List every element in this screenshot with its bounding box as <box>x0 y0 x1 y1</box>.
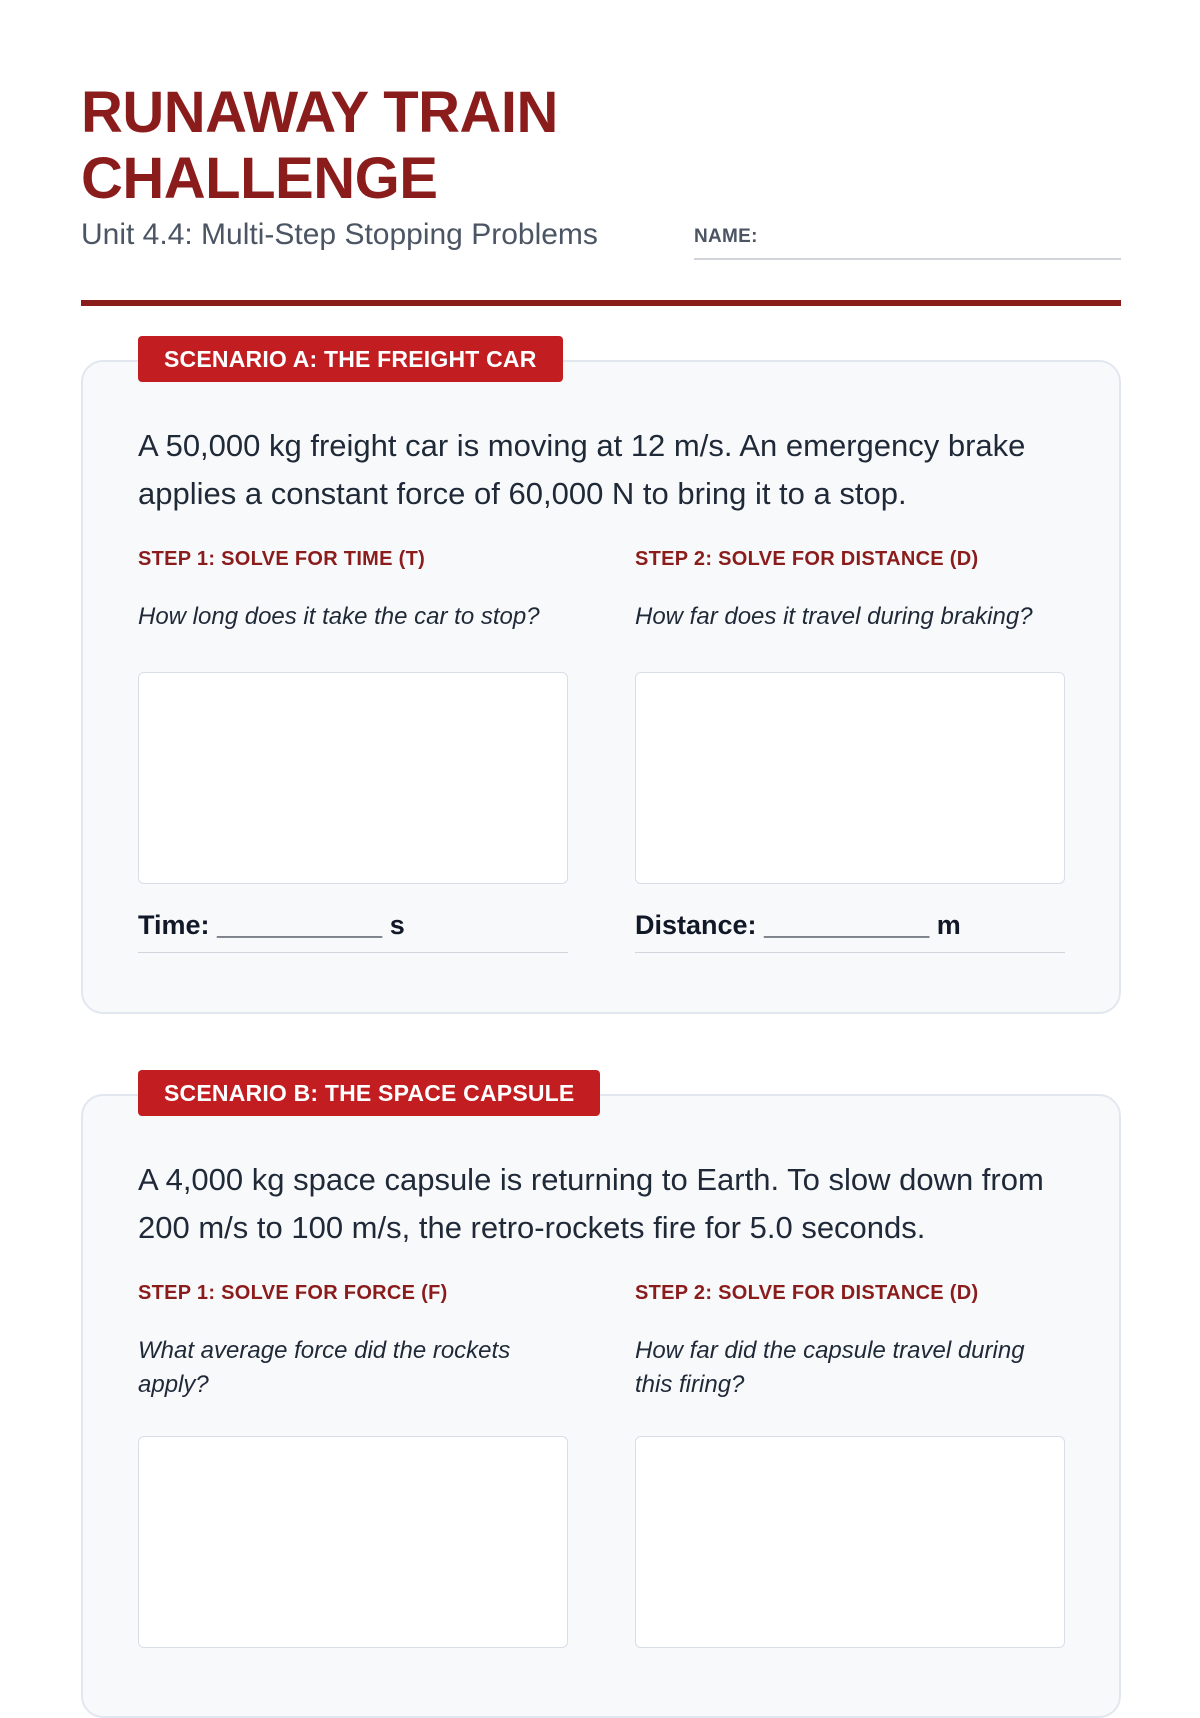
scenario-a-time-answer[interactable]: Time: ___________ s <box>138 910 568 953</box>
scenario-b-step-1-work-area[interactable] <box>138 1436 568 1648</box>
scenario-b-step-2-work-area[interactable] <box>635 1436 1065 1648</box>
name-label: NAME: <box>694 226 758 247</box>
step-label: STEP 1: SOLVE FOR FORCE (F) <box>138 1282 448 1304</box>
scenario-b-step-2-question-wrap <box>635 1334 1045 1402</box>
scenario-a-step-1-question-wrap <box>138 600 568 634</box>
step-label: STEP 1: SOLVE FOR TIME (T) <box>138 548 426 570</box>
scenario-a-step-2-work-area[interactable] <box>635 672 1065 884</box>
step-label: STEP 2: SOLVE FOR DISTANCE (D) <box>635 548 979 570</box>
scenario-a-step-2-question-wrap <box>635 600 1065 634</box>
scenario-b-step-1 <box>138 1282 568 1305</box>
scenario-a-step-2 <box>635 548 1065 571</box>
step-question: How far does it travel during braking? <box>635 603 1033 630</box>
page-subtitle: Unit 4.4: Multi-Step Stopping Problems <box>81 218 598 251</box>
scenario-a-problem: A 50,000 kg freight car is moving at 12 m/s. An emergency brake applies a constant force of 60,000 N to bring it to a stop. <box>138 428 1026 511</box>
scenario-a-distance-answer[interactable]: Distance: ___________ m <box>635 910 1065 953</box>
header-divider <box>81 300 1121 306</box>
step-question: How far did the capsule travel during this firing? <box>635 1337 1025 1398</box>
scenario-b-step-2 <box>635 1282 1065 1305</box>
page-title: RUNAWAY TRAIN CHALLENGE <box>81 80 558 211</box>
scenario-a-step-1-work-area[interactable] <box>138 672 568 884</box>
scenario-b-step-1-question-wrap <box>138 1334 538 1402</box>
scenario-b-problem: A 4,000 kg space capsule is returning to Earth. To slow down from 200 m/s to 100 m/s, the retro-rockets fire for 5.0 seconds. <box>138 1162 1044 1245</box>
step-question: What average force did the rockets apply? <box>138 1337 511 1398</box>
name-field[interactable] <box>694 226 1121 260</box>
scenario-b-badge: SCENARIO B: THE SPACE CAPSULE <box>138 1070 600 1116</box>
scenario-a-card <box>81 346 1121 1014</box>
scenario-a-badge: SCENARIO A: THE FREIGHT CAR <box>138 336 563 382</box>
scenario-a-step-1 <box>138 548 568 571</box>
step-label: STEP 2: SOLVE FOR DISTANCE (D) <box>635 1282 979 1304</box>
scenario-b-card <box>81 1080 1121 1718</box>
step-question: How long does it take the car to stop? <box>138 603 540 630</box>
